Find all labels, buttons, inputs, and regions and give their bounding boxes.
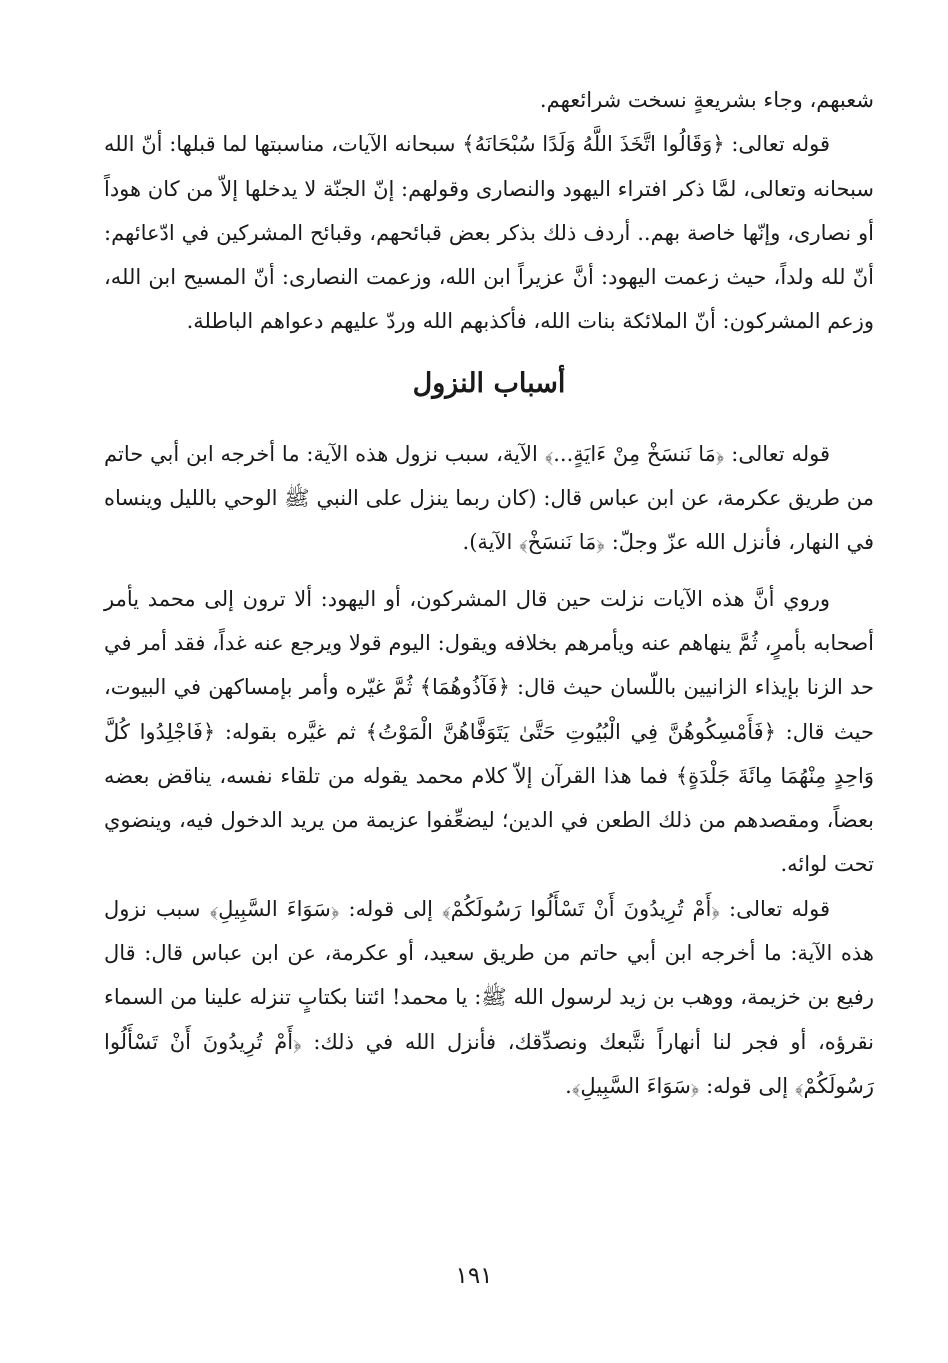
section-heading: أسباب النزول xyxy=(412,367,566,399)
paragraph-asbab-2: وروي أنَّ هذه الآيات نزلت حين قال المشركون، أو اليهود: ألا ترون إلى محمد يأمر أصحابه بأمرٍ، ثُمَّ ينهاهم عنه ويأمرهم بخلافه ويقول: اليوم قولا ويرجع عنه غداً، فقد أمر في حد الزنا بإيذاء الزانيين باللّسان حيث قال: ﴿فَآذُوهُمَا﴾ ثُمَّ غيّره وأمر بإمساكهن في البيوت، حيث قال: ﴿فَأَمْسِكُوهُنَّ فِي الْبُيُوتِ حَتَّىٰ يَتَوَفَّاهُنَّ الْمَوْتُ﴾ ثم غيَّره بقوله: ﴿فَاجْلِدُوا كُلَّ وَاحِدٍ مِنْهُمَا مِائَةَ جَلْدَةٍ﴾ فما هذا القرآن إلاّ كلام محمد يقوله من تلقاء نفسه، يناقض بعضه بعضاً، ومقصدهم من ذلك الطعن في الدين؛ ليضعِّفوا عزيمة من يريد الدخول فيه، وينضوي تحت لوائه. xyxy=(104,586,875,877)
paragraph-gap xyxy=(104,565,874,577)
paragraph-context: قوله تعالى: ﴿وَقَالُوا اتَّخَذَ اللَّهُ وَلَدًا سُبْحَانَهُ﴾ سبحانه الآيات، مناسبتها لما قبلها: أنّ الله سبحانه وتعالى، لمَّا ذكر افتراء اليهود والنصارى وقولهم: إنّ الجنّة لا يدخلها إلاّ من كان هوداً أو نصارى، وإنّها خاصة بهم.. أردف ذلك بذكر بعض قبائحهم، وقبائح المشركين في ادّعائهم: أنّ لله ولداً، حيث زعمت اليهود: أنَّ عزيراً ابن الله، وزعمت النصارى: أنّ المسيح ابن الله، وزعم المشركون: أنّ الملائكة بنات الله، فأكذبهم الله وردّ عليهم دعواهم الباطلة. xyxy=(104,132,874,334)
paragraph-asbab-1: قوله تعالى: ﴿مَا نَنسَخْ مِنْ ءَايَةٍ...﴾ الآية، سبب نزول هذه الآية: ما أخرجه ابن أبي حاتم من طريق عكرمة، عن ابن عباس قال: (كان ربما ينزل على النبي ﷺ الوحي بالليل وينساه في النهار، فأنزل الله عزّ وجلّ: ﴿مَا نَنسَخْ﴾ الآية). xyxy=(104,441,874,555)
page-body xyxy=(104,78,874,1108)
intro-line: شعبهم، وجاء بشريعةٍ نسخت شرائعهم. xyxy=(539,88,874,112)
page-number: ١٩١ xyxy=(455,1263,493,1289)
paragraph-asbab-3: قوله تعالى: ﴿أَمْ تُرِيدُونَ أَنْ تَسْأَلُوا رَسُولَكُمْ﴾ إلى قوله: ﴿سَوَاءَ السَّبِيلِ﴾ سبب نزول هذه الآية: ما أخرجه ابن أبي حاتم من طريق سعيد، أو عكرمة، عن ابن عباس قال: قال رفيع بن خزيمة، ووهب بن زيد لرسول الله ﷺ: يا محمد! ائتنا بكتابٍ تنزله علينا من السماء نقرؤه، أو فجر لنا أنهاراً نتَّبعك ونصدِّقك، فأنزل الله في ذلك: ﴿أَمْ تُرِيدُونَ أَنْ تَسْأَلُوا رَسُولَكُمْ﴾ إلى قوله: ﴿سَوَاءَ السَّبِيلِ﴾. xyxy=(104,896,874,1098)
